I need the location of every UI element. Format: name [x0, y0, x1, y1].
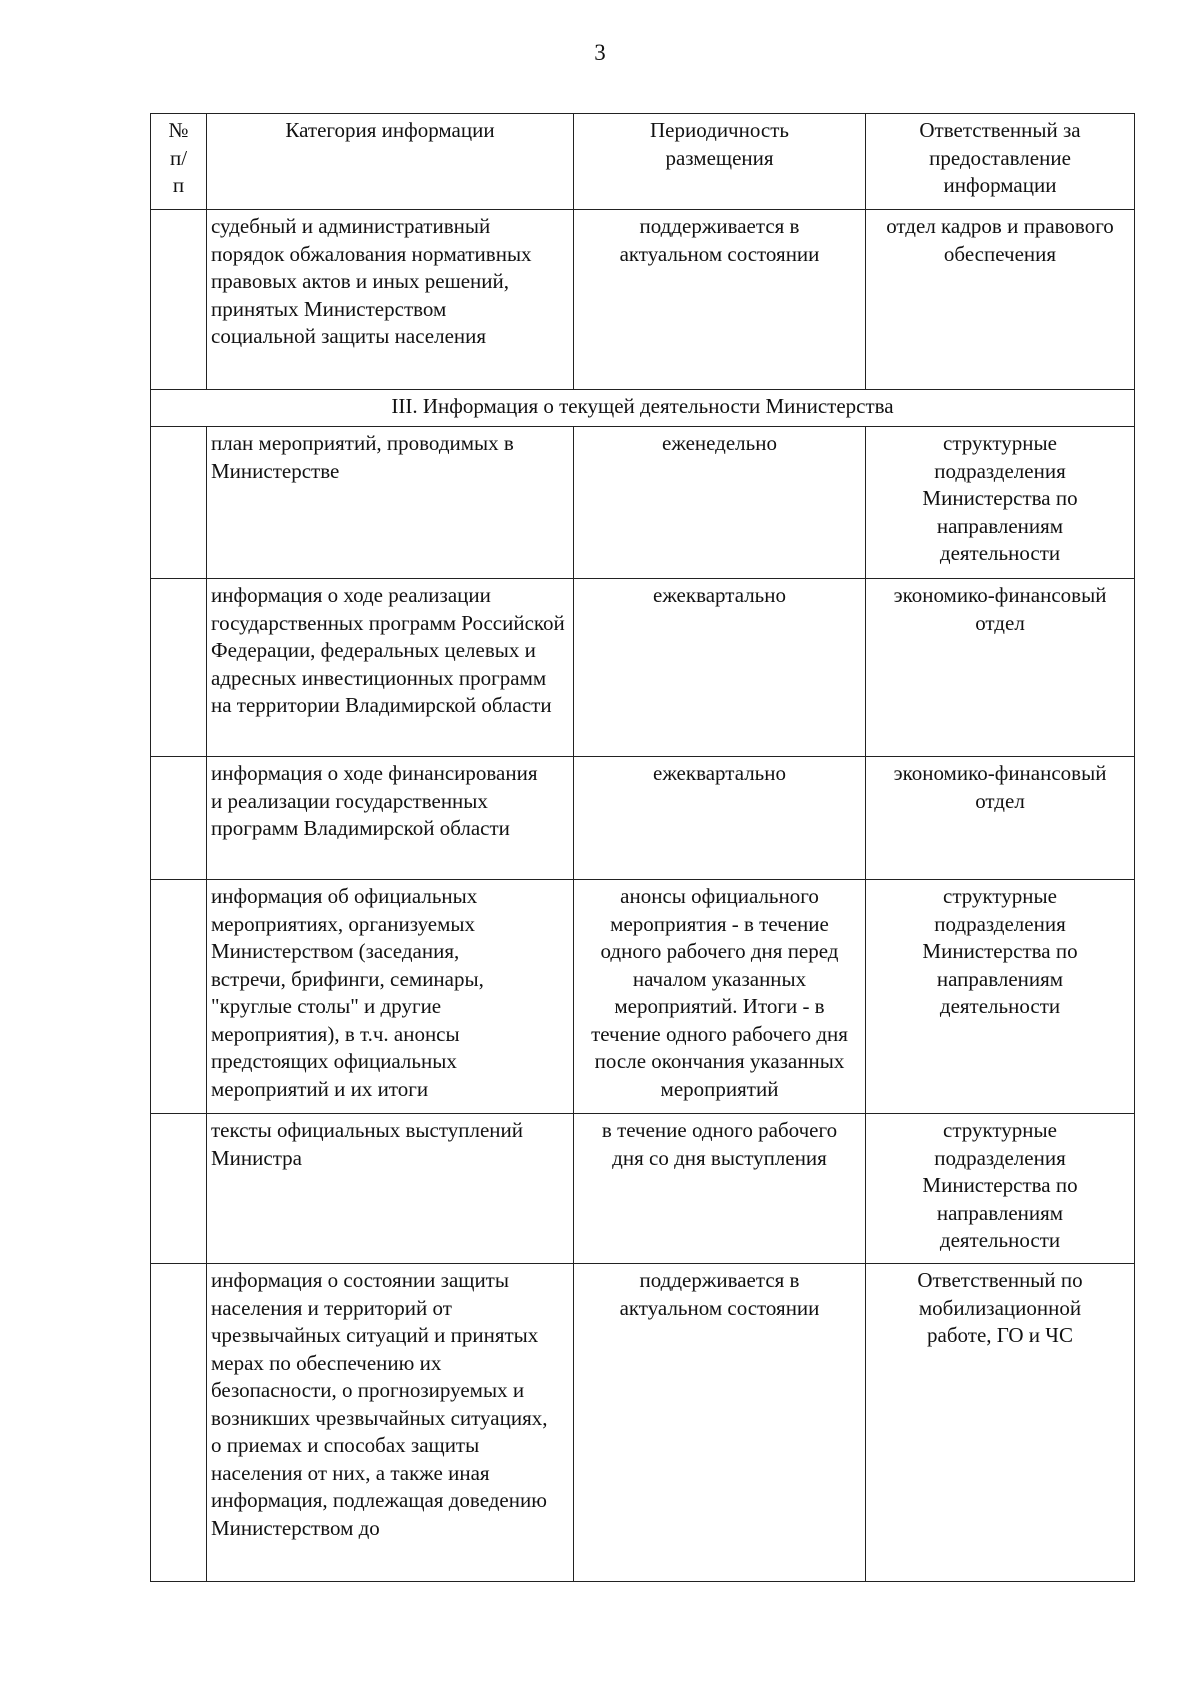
category-cell: информация о ходе реализации государственных программ Российской Федерации, федеральных целевых и адресных инвестиционных программ на территории Владимирской области	[207, 579, 574, 757]
category-cell: информация о ходе финансирования и реализации государственных программ Владимирской области	[207, 757, 574, 880]
responsible-cell: экономико-финансовый отдел	[866, 579, 1135, 757]
periodicity-cell: в течение одного рабочего дня со дня выступления	[574, 1114, 866, 1264]
responsible-cell: структурные подразделения Министерства по направлениям деятельности	[866, 880, 1135, 1114]
header-num: № п/п	[151, 114, 207, 210]
table-row	[151, 757, 1135, 880]
row-num-cell	[151, 1264, 207, 1582]
table-row	[151, 1114, 1135, 1264]
category-cell: информация об официальных мероприятиях, организуемых Министерством (заседания, встречи, брифинги, семинары, "круглые столы" и другие мероприятия), в т.ч. анонсы предстоящих официальных мероприятий и их итоги	[207, 880, 574, 1114]
table-row	[151, 880, 1135, 1114]
responsible-cell: экономико-финансовый отдел	[866, 757, 1135, 880]
responsible-cell: отдел кадров и правового обеспечения	[866, 210, 1135, 390]
section-row	[151, 390, 1135, 427]
header-category: Категория информации	[207, 114, 574, 210]
information-table	[150, 113, 1135, 1582]
header-responsible: Ответственный за предоставление информации	[866, 114, 1135, 210]
row-num-cell	[151, 210, 207, 390]
table-row	[151, 1264, 1135, 1582]
category-cell: информация о состоянии защиты населения и территорий от чрезвычайных ситуаций и принятых мерах по обеспечению их безопасности, о прогнозируемых и возникших чрезвычайных ситуациях, о приемах и способах защиты населения от них, а также иная информация, подлежащая доведению Министерством до	[207, 1264, 574, 1582]
category-cell: судебный и административный порядок обжалования нормативных правовых актов и иных решений, принятых Министерством социальной защиты населения	[207, 210, 574, 390]
table-row	[151, 427, 1135, 579]
table-row	[151, 579, 1135, 757]
row-num-cell	[151, 579, 207, 757]
page-number: 3	[594, 40, 606, 65]
table-header-row	[151, 114, 1135, 210]
row-num-cell	[151, 757, 207, 880]
periodicity-cell: ежеквартально	[574, 579, 866, 757]
periodicity-cell: ежеквартально	[574, 757, 866, 880]
row-num-cell	[151, 427, 207, 579]
periodicity-cell: поддерживается в актуальном состоянии	[574, 1264, 866, 1582]
header-periodicity: Периодичность размещения	[574, 114, 866, 210]
row-num-cell	[151, 880, 207, 1114]
periodicity-cell: поддерживается в актуальном состоянии	[574, 210, 866, 390]
periodicity-cell: еженедельно	[574, 427, 866, 579]
category-cell: план мероприятий, проводимых в Министерстве	[207, 427, 574, 579]
section-title: III. Информация о текущей деятельности Министерства	[151, 390, 1135, 427]
category-cell: тексты официальных выступлений Министра	[207, 1114, 574, 1264]
table-row	[151, 210, 1135, 390]
responsible-cell: структурные подразделения Министерства по направлениям деятельности	[866, 427, 1135, 579]
periodicity-cell: анонсы официального мероприятия - в течение одного рабочего дня перед началом указанных мероприятий. Итоги - в течение одного рабочего дня после окончания указанных мероприятий	[574, 880, 866, 1114]
responsible-cell: Ответственный по мобилизационной работе, ГО и ЧС	[866, 1264, 1135, 1582]
responsible-cell: структурные подразделения Министерства по направлениям деятельности	[866, 1114, 1135, 1264]
row-num-cell	[151, 1114, 207, 1264]
